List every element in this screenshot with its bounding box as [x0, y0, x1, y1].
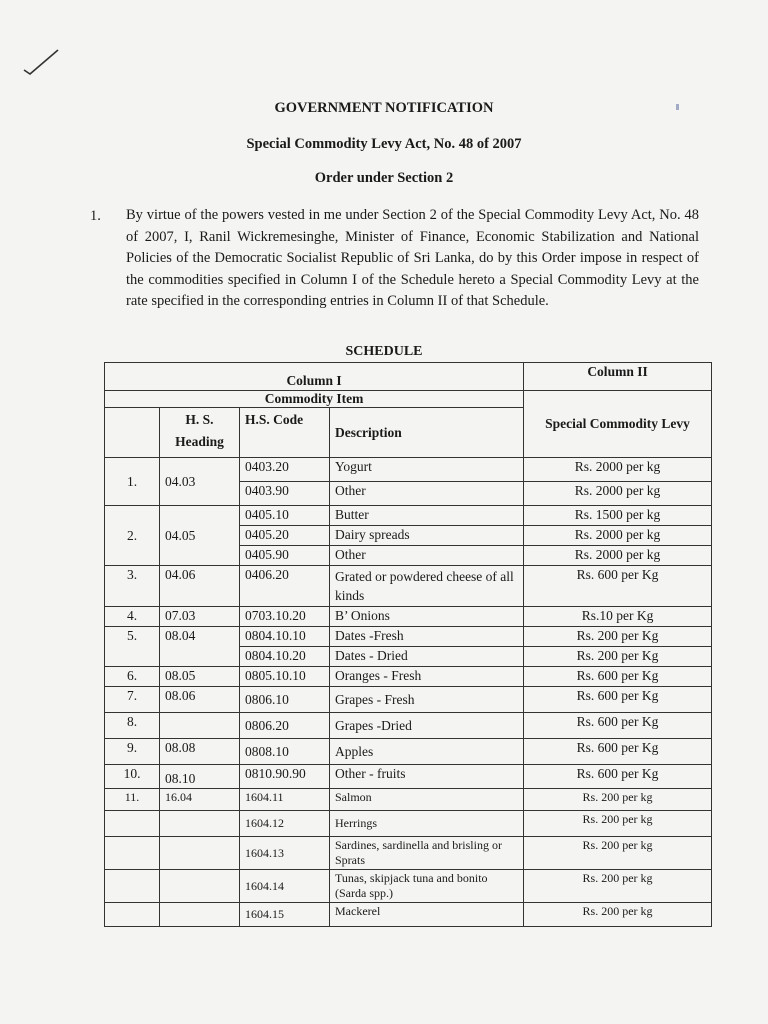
hs-heading: 07.03	[160, 607, 240, 627]
hs-code: 1604.13	[240, 837, 330, 870]
levy-rate: Rs. 2000 per kg	[524, 458, 712, 482]
table-row	[105, 607, 712, 627]
hs-heading: 04.03	[160, 458, 240, 506]
hs-code: 0703.10.20	[240, 607, 330, 627]
table-row	[105, 566, 712, 607]
levy-rate: Rs. 200 per kg	[524, 903, 712, 927]
table-row	[105, 903, 712, 927]
hs-heading: 08.10	[160, 765, 240, 789]
hs-code: 0403.90	[240, 482, 330, 506]
row-number	[105, 903, 160, 927]
levy-rate: Rs. 1500 per kg	[524, 506, 712, 526]
hs-heading	[160, 713, 240, 739]
table-row	[105, 627, 712, 647]
row-number	[105, 811, 160, 837]
description: Yogurt	[330, 458, 524, 482]
row-number: 11.	[105, 789, 160, 811]
hs-code: 0403.20	[240, 458, 330, 482]
hs-code: 0804.10.10	[240, 627, 330, 647]
table-row	[105, 870, 712, 903]
act-title: Special Commodity Levy Act, No. 48 of 2007	[246, 136, 522, 152]
table-row	[105, 837, 712, 870]
row-number: 4.	[105, 607, 160, 627]
description-header: Description	[330, 408, 524, 458]
levy-rate: Rs. 200 per Kg	[524, 627, 712, 647]
description: Apples	[330, 739, 524, 765]
table-row	[105, 667, 712, 687]
paragraph-text: By virtue of the powers vested in me under Section 2 of the Special Commodity Levy Act, No. 48 of 2007, I, Ranil Wickremesinghe, Minister of Finance, Economic Stabilization and National Policies of the Democratic Socialist Republic of Sri Lanka, do by this Order impose in respect of the commodities specified in Column I of the Schedule hereto a Special Commodity Levy at the rate specified in the corresponding entries in Column II of that Schedule.	[126, 207, 699, 309]
description: Butter	[330, 506, 524, 526]
notification-title: GOVERNMENT NOTIFICATION	[274, 100, 494, 116]
hs-heading: 04.06	[160, 566, 240, 607]
hs-code: 0406.20	[240, 566, 330, 607]
row-number: 7.	[105, 687, 160, 713]
serial-header	[105, 408, 160, 458]
levy-rate: Rs. 2000 per kg	[524, 526, 712, 546]
schedule-table	[104, 362, 712, 927]
levy-rate: Rs. 200 per kg	[524, 789, 712, 811]
order-title: Order under Section 2	[314, 170, 454, 186]
row-number	[105, 837, 160, 870]
schedule-rows	[105, 458, 712, 927]
row-number: 5.	[105, 627, 160, 667]
levy-rate: Rs. 600 per Kg	[524, 765, 712, 789]
description: Other - fruits	[330, 765, 524, 789]
table-row	[105, 687, 712, 713]
levy-rate: Rs. 600 per Kg	[524, 687, 712, 713]
paragraph-number: 1.	[90, 208, 101, 224]
hs-code: 0804.10.20	[240, 647, 330, 667]
description: Salmon	[330, 789, 524, 811]
description: Other	[330, 546, 524, 566]
description: Herrings	[330, 811, 524, 837]
levy-rate: Rs. 200 per kg	[524, 870, 712, 903]
table-row	[105, 713, 712, 739]
levy-rate: Rs. 200 per kg	[524, 811, 712, 837]
description: Dairy spreads	[330, 526, 524, 546]
hs-code: 1604.11	[240, 789, 330, 811]
hs-code-header: H.S. Code	[240, 408, 330, 458]
hs-heading	[160, 870, 240, 903]
hs-code: 0405.20	[240, 526, 330, 546]
commodity-item-header: Commodity Item	[105, 391, 524, 408]
hs-code: 0405.90	[240, 546, 330, 566]
hs-code: 0805.10.10	[240, 667, 330, 687]
description: B’ Onions	[330, 607, 524, 627]
levy-rate: Rs. 600 per Kg	[524, 713, 712, 739]
hs-code: 1604.12	[240, 811, 330, 837]
column-2-header: Column II	[524, 363, 712, 391]
levy-rate: Rs. 200 per Kg	[524, 647, 712, 667]
levy-rate: Rs.10 per Kg	[524, 607, 712, 627]
table-row	[105, 811, 712, 837]
levy-rate: Rs. 600 per Kg	[524, 667, 712, 687]
description: Mackerel	[330, 903, 524, 927]
levy-rate: Rs. 2000 per kg	[524, 546, 712, 566]
row-number: 6.	[105, 667, 160, 687]
hs-heading: 08.08	[160, 739, 240, 765]
table-row	[105, 458, 712, 482]
description: Sardines, sardinella and brisling or Sprats	[330, 837, 524, 870]
levy-rate: Rs. 600 per Kg	[524, 739, 712, 765]
description: Other	[330, 482, 524, 506]
row-number: 2.	[105, 506, 160, 566]
description: Dates - Dried	[330, 647, 524, 667]
row-number: 8.	[105, 713, 160, 739]
row-number: 10.	[105, 765, 160, 789]
hs-code: 1604.15	[240, 903, 330, 927]
table-row	[105, 739, 712, 765]
levy-rate: Rs. 2000 per kg	[524, 482, 712, 506]
hs-heading: 08.06	[160, 687, 240, 713]
levy-rate: Rs. 600 per Kg	[524, 566, 712, 607]
row-number	[105, 870, 160, 903]
hs-heading: 08.04	[160, 627, 240, 667]
hs-heading: 16.04	[160, 789, 240, 811]
hs-heading	[160, 903, 240, 927]
row-number: 1.	[105, 458, 160, 506]
hs-code: 1604.14	[240, 870, 330, 903]
description: Dates -Fresh	[330, 627, 524, 647]
hs-code: 0405.10	[240, 506, 330, 526]
hs-heading-header: H. S. Heading	[160, 408, 240, 458]
table-row	[105, 765, 712, 789]
schedule-title: SCHEDULE	[345, 344, 423, 359]
description: Oranges - Fresh	[330, 667, 524, 687]
levy-rate: Rs. 200 per kg	[524, 837, 712, 870]
row-number: 9.	[105, 739, 160, 765]
description: Grated or powdered cheese of all kinds	[330, 566, 524, 607]
hs-code: 0808.10	[240, 739, 330, 765]
description: Tunas, skipjack tuna and bonito (Sarda spp.)	[330, 870, 524, 903]
hs-code: 0810.90.90	[240, 765, 330, 789]
column-1-header: Column I	[105, 363, 524, 391]
hs-heading: 08.05	[160, 667, 240, 687]
table-row	[105, 506, 712, 526]
description: Grapes - Fresh	[330, 687, 524, 713]
hs-code: 0806.10	[240, 687, 330, 713]
hs-heading	[160, 837, 240, 870]
levy-header: Special Commodity Levy	[524, 391, 712, 458]
hs-heading	[160, 811, 240, 837]
description: Grapes -Dried	[330, 713, 524, 739]
row-number: 3.	[105, 566, 160, 607]
hs-heading: 04.05	[160, 506, 240, 566]
table-row	[105, 789, 712, 811]
hs-code: 0806.20	[240, 713, 330, 739]
handwritten-tick-mark	[22, 48, 62, 78]
